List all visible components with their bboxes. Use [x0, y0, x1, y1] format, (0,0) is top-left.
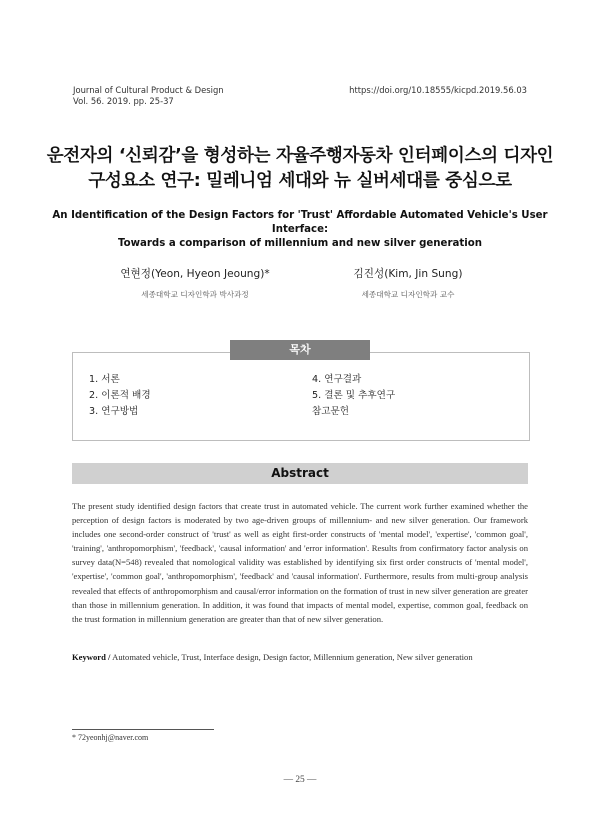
- toc-item: 2. 이론적 배경: [89, 390, 151, 401]
- korean-title-line-1: 운전자의 ‘신뢰감’을 형성하는 자율주행자동차 인터페이스의 디자인: [46, 146, 554, 166]
- korean-title: [40, 144, 560, 194]
- toc-item: 1. 서론: [89, 374, 120, 385]
- author-2: [318, 266, 498, 300]
- toc-item: 4. 연구결과: [312, 374, 362, 385]
- footnote-email: * 72yeonhj@naver.com: [72, 733, 149, 742]
- toc-item: 참고문헌: [312, 406, 350, 417]
- toc-title: 목차: [230, 340, 370, 360]
- toc-item: 5. 결론 및 추후연구: [312, 390, 396, 401]
- keyword-list: Automated vehicle, Trust, Interface design, Design factor, Millennium generation, New silver generation: [112, 652, 473, 662]
- journal-volume: Vol. 56. 2019. pp. 25-37: [73, 96, 174, 106]
- author-1-affiliation: 세종대학교 디자인학과 박사과정: [141, 290, 249, 299]
- author-1: [105, 266, 285, 300]
- journal-info: [73, 85, 224, 107]
- author-2-affiliation: 세종대학교 디자인학과 교수: [361, 290, 455, 299]
- keywords: [72, 650, 528, 664]
- author-1-name: 연현정(Yeon, Hyeon Jeoung)*: [120, 268, 270, 280]
- keyword-label: Keyword /: [72, 652, 111, 662]
- doi-link[interactable]: https://doi.org/10.18555/kicpd.2019.56.03: [349, 85, 527, 95]
- korean-title-line-2: 구성요소 연구: 밀레니엄 세대와 뉴 실버세대를 중심으로: [88, 171, 512, 191]
- author-2-name: 김진성(Kim, Jin Sung): [353, 268, 463, 280]
- abstract-heading: Abstract: [72, 463, 528, 484]
- english-title-line-2: Towards a comparison of millennium and new silver generation: [118, 238, 482, 249]
- toc-item: 3. 연구방법: [89, 406, 139, 417]
- journal-name: Journal of Cultural Product & Design: [73, 85, 224, 95]
- english-title-line-1: An Identification of the Design Factors for 'Trust' Affordable Automated Vehicle's User Interface:: [52, 210, 548, 235]
- abstract-body: The present study identified design factors that create trust in automated vehicle. The current work further examined whether the perception of design factors is moderated by two age-driven groups of millennium- and new silver generation. Our framework includes one second-order construct of 'trust' as well as eight first-order constructs of 'mental model', 'expertise', 'common goal', 'training', 'anthropomorphism', 'feedback', 'causal information' and 'error information'. Results from confirmatory factor analysis on survey data(N=548) revealed that nomological validity was established by identifying six first order constructs of 'mental model', 'expertise', 'common goal', 'anthropomorphism', 'feedback' and 'causal information'. Furthermore, results from multi-group analysis revealed that effects of anthropomorphism and causal/error information on the formation of trust in new silver generation are greater than those in millennium generation. In addition, it was found that impacts of mental model, expertise, common goal, feedback on the trust formation in millennium generation are greater than that of new silver generation.: [72, 501, 528, 624]
- toc-right-column: [312, 372, 395, 420]
- footnote-divider: [72, 729, 214, 730]
- toc-left-column: [89, 372, 151, 420]
- page-number: — 25 —: [283, 775, 317, 785]
- english-title: [40, 209, 560, 251]
